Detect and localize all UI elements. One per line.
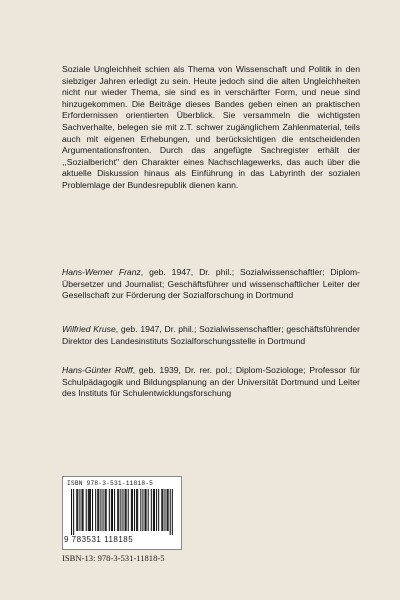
barcode-bar: [122, 489, 123, 531]
barcode-bar: [109, 489, 110, 531]
barcode-icon: [71, 489, 173, 535]
barcode-bar: [97, 489, 98, 531]
barcode-bar: [167, 489, 168, 531]
barcode-bar: [154, 489, 155, 531]
author-details: , geb. 1947, Dr. phil.; Sozialwissenschaftler; Diplom-Übersetzer und Journalist; Geschäftsführer und wissenschaftlicher Leiter der Gesellschaft zur Förderung der Sozialforschung in Dortmund: [62, 267, 360, 301]
barcode-bar: [86, 489, 87, 531]
barcode-bar: [140, 489, 141, 531]
barcode-bar: [118, 489, 119, 531]
barcode-bar: [148, 489, 149, 531]
barcode-bar: [111, 489, 112, 531]
barcode-bar: [92, 489, 93, 531]
barcode-bar: [158, 489, 159, 531]
barcode-bar: [170, 489, 171, 535]
barcode-bar: [103, 489, 104, 531]
author-bio-rolff: [62, 365, 360, 400]
barcode-bar: [98, 489, 99, 531]
barcode-bar: [146, 489, 147, 531]
barcode-bar: [114, 489, 115, 531]
barcode-bar: [83, 489, 84, 531]
barcode-bar: [162, 489, 163, 531]
barcode-bar: [132, 489, 133, 531]
author-details: , geb. 1947, Dr. phil.; Sozialwissenschaftler; geschäftsführender Direktor des Landesinstituts Sozialforschungsstelle in Dortmund: [62, 324, 360, 346]
barcode-bar: [100, 489, 101, 531]
barcode-bar: [125, 489, 126, 531]
barcode-bar: [142, 489, 143, 531]
isbn-13-text: ISBN-13: 978-3-531-11818-5: [62, 553, 165, 563]
author-name: Wilfried Kruse: [62, 324, 116, 334]
barcode-isbn-text: ISBN 978-3-531-11818-5: [67, 480, 154, 487]
author-bio-franz: [62, 267, 360, 302]
barcode-bar: [71, 489, 72, 535]
author-name: Hans-Werner Franz: [62, 267, 141, 277]
barcode-bar: [76, 489, 77, 531]
barcode-bar: [151, 489, 152, 531]
barcode-bar: [131, 489, 132, 531]
barcode-bar: [79, 489, 80, 531]
barcode-bar: [126, 489, 127, 531]
author-bio-kruse: [62, 324, 360, 347]
barcode-bar: [89, 489, 90, 531]
barcode-bar: [128, 489, 129, 531]
barcode-bar: [105, 489, 106, 531]
barcode-digits: 9 783531 118185: [64, 535, 134, 544]
barcode-bar: [112, 489, 113, 531]
author-details: , geb. 1939, Dr. rer. pol.; Diplom-Soziologe; Professor für Schulpädagogik und Bildungsplanung an der Universität Dortmund und Leiter des Instituts für Schulentwicklungsforschung: [62, 365, 360, 399]
barcode-bar: [164, 489, 165, 531]
barcode-bar: [77, 489, 78, 531]
barcode-bar: [90, 489, 91, 531]
barcode-bar: [172, 489, 173, 535]
barcode-label: [62, 476, 182, 550]
blurb-text: Soziale Ungleichheit schien als Thema von Wissenschaft und Politik in den siebziger Jahren erledigt zu sein. Heute jedoch sind die alten Ungleichheiten nicht nur wieder Thema, sie sind es in verschärfter Form, und neue sind hinzugekommen. Die Beiträge dieses Bandes geben einen an praktischen Erfordernissen orientierten Überblick. Sie versammeln die wichtigsten Sachverhalte, belegen sie mit z.T. schwer zugänglichem Zahlenmaterial, teils auch mit eigenen Erhebungen, und berücksichtigen die entscheidenden Argumentationsfronten. Durch das angefügte Sachregister erhält der ,,Sozialbericht" den Charakter eines Nachschlagewerks, das auch über die aktuelle Diskussion hinaus als Einführung in das Labyrinth der sozialen Problemlage der Bundesrepublik dienen kann.: [62, 64, 360, 190]
barcode-bar: [153, 489, 154, 531]
barcode-bar: [73, 489, 74, 535]
barcode-bar: [134, 489, 135, 531]
barcode-bar: [145, 489, 146, 531]
barcode-bar: [95, 489, 96, 531]
barcode-bar: [156, 489, 157, 531]
barcode-bar: [168, 489, 169, 531]
barcode-bar: [88, 489, 89, 531]
barcode-bar: [106, 489, 107, 531]
barcode-bar: [137, 489, 138, 531]
barcode-bar: [120, 489, 121, 531]
author-name: Hans-Günter Rolff: [62, 365, 133, 375]
barcode-bar: [117, 489, 118, 531]
barcode-bar: [161, 489, 162, 531]
barcode-bar: [136, 489, 137, 531]
barcode-bar: [82, 489, 83, 531]
